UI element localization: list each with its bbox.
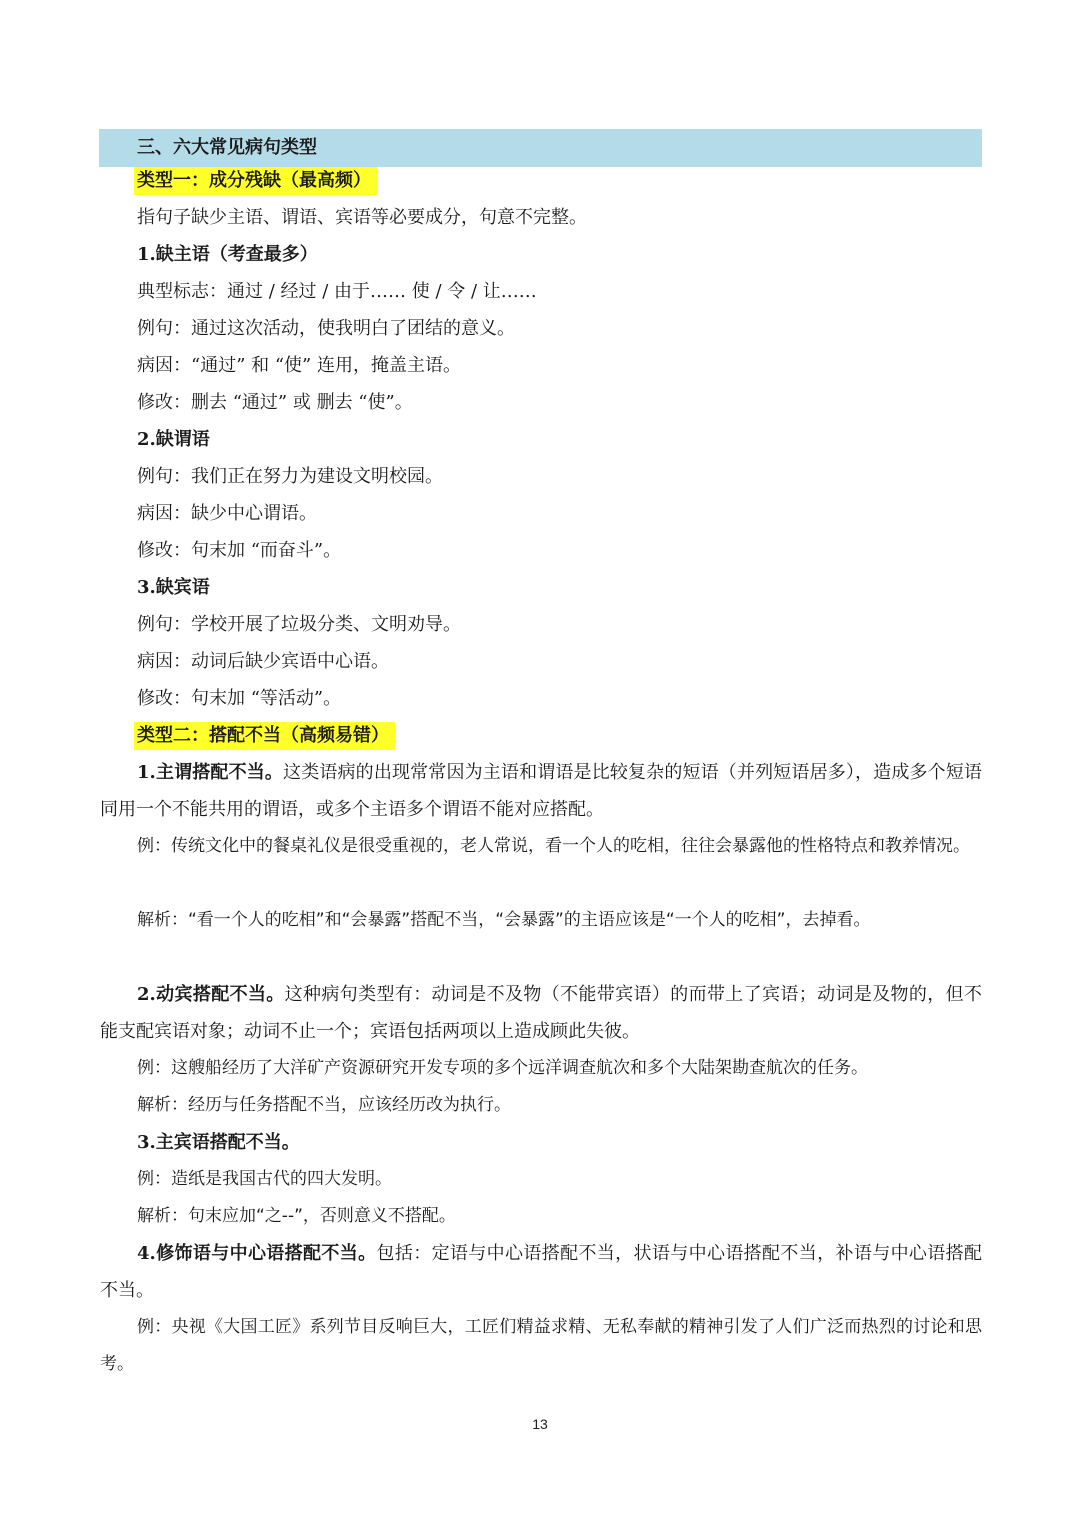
- item4-example: 例：央视《大国工匠》系列节目反响巨大，工匠们精益求精、无私奉献的精神引发了人们广泛而热烈的讨论和思考。: [100, 1317, 982, 1374]
- sub2-fix: 修改：句末加 “而奋斗”。: [137, 540, 342, 561]
- item2-paragraph: [100, 976, 982, 1050]
- item4-paragraph: [100, 1235, 982, 1309]
- type1-intro: 指句子缺少主语、谓语、宾语等必要成分，句意不完整。: [137, 207, 587, 228]
- item1-title: 1.主谓搭配不当。: [137, 762, 284, 783]
- item3-paragraph: [100, 1124, 982, 1161]
- item1-example: 例：传统文化中的餐桌礼仪是很受重视的，老人常说，看一个人的吃相，往往会暴露他的性格特点和教养情况。: [137, 836, 970, 856]
- sub1-sign: 典型标志：通过 / 经过 / 由于…… 使 / 令 / 让……: [137, 281, 537, 302]
- type1-heading: 类型一：成分残缺（最高频）: [134, 167, 377, 195]
- sub1-title: 1.缺主语（考查最多）: [137, 244, 318, 265]
- sub2-example: 例句：我们正在努力为建设文明校园。: [137, 466, 443, 487]
- item2-title: 2.动宾搭配不当。: [137, 984, 285, 1005]
- item4-text: 包括：定语与中心语搭配不当，状语与中心语搭配不当，补语与中心语搭配不当。: [100, 1243, 983, 1301]
- item1-paragraph: [100, 754, 982, 828]
- item2-example: 例：这艘船经历了大洋矿产资源研究开发专项的多个远洋调查航次和多个大陆架勘查航次的任务。: [137, 1058, 868, 1078]
- item3-title: 3.主宾语搭配不当。: [137, 1132, 300, 1153]
- item3-analysis: 解析：句末应加“之--”，否则意义不搭配。: [137, 1206, 456, 1226]
- sub1-cause: 病因：“通过” 和 “使” 连用，掩盖主语。: [137, 355, 461, 376]
- item4-title: 4.修饰语与中心语搭配不当。: [137, 1243, 377, 1264]
- section-banner: [99, 129, 982, 167]
- sub3-title: 3.缺宾语: [137, 577, 210, 598]
- sub2-cause: 病因：缺少中心谓语。: [137, 503, 317, 524]
- sub3-fix: 修改：句末加 “等活动”。: [137, 688, 342, 709]
- item1-analysis: 解析：“看一个人的吃相”和“会暴露”搭配不当，“会暴露”的主语应该是“一个人的吃相”，去掉看。: [137, 910, 871, 930]
- sub3-cause: 病因：动词后缺少宾语中心语。: [137, 651, 389, 672]
- sub1-fix: 修改：删去 “通过” 或 删去 “使”。: [137, 392, 413, 413]
- item2-analysis: 解析：经历与任务搭配不当，应该经历改为执行。: [137, 1095, 511, 1115]
- item2-text: 这种病句类型有：动词是不及物（不能带宾语）的而带上了宾语；动词是及物的，但不能支配宾语对象；动词不止一个；宾语包括两项以上造成顾此失彼。: [100, 984, 982, 1042]
- item1-text: 这类语病的出现常常因为主语和谓语是比较复杂的短语（并列短语居多），造成多个短语同用一个不能共用的谓语，或多个主语多个谓语不能对应搭配。: [100, 762, 982, 820]
- item3-example: 例：造纸是我国古代的四大发明。: [137, 1169, 392, 1189]
- type2-heading: 类型二：搭配不当（高频易错）: [134, 722, 395, 750]
- sub3-example: 例句：学校开展了垃圾分类、文明劝导。: [137, 614, 461, 635]
- page-number: 13: [532, 1416, 548, 1432]
- sub1-example: 例句：通过这次活动，使我明白了团结的意义。: [137, 318, 515, 339]
- sub2-title: 2.缺谓语: [137, 429, 210, 450]
- section-title: 三、六大常见病句类型: [137, 137, 317, 158]
